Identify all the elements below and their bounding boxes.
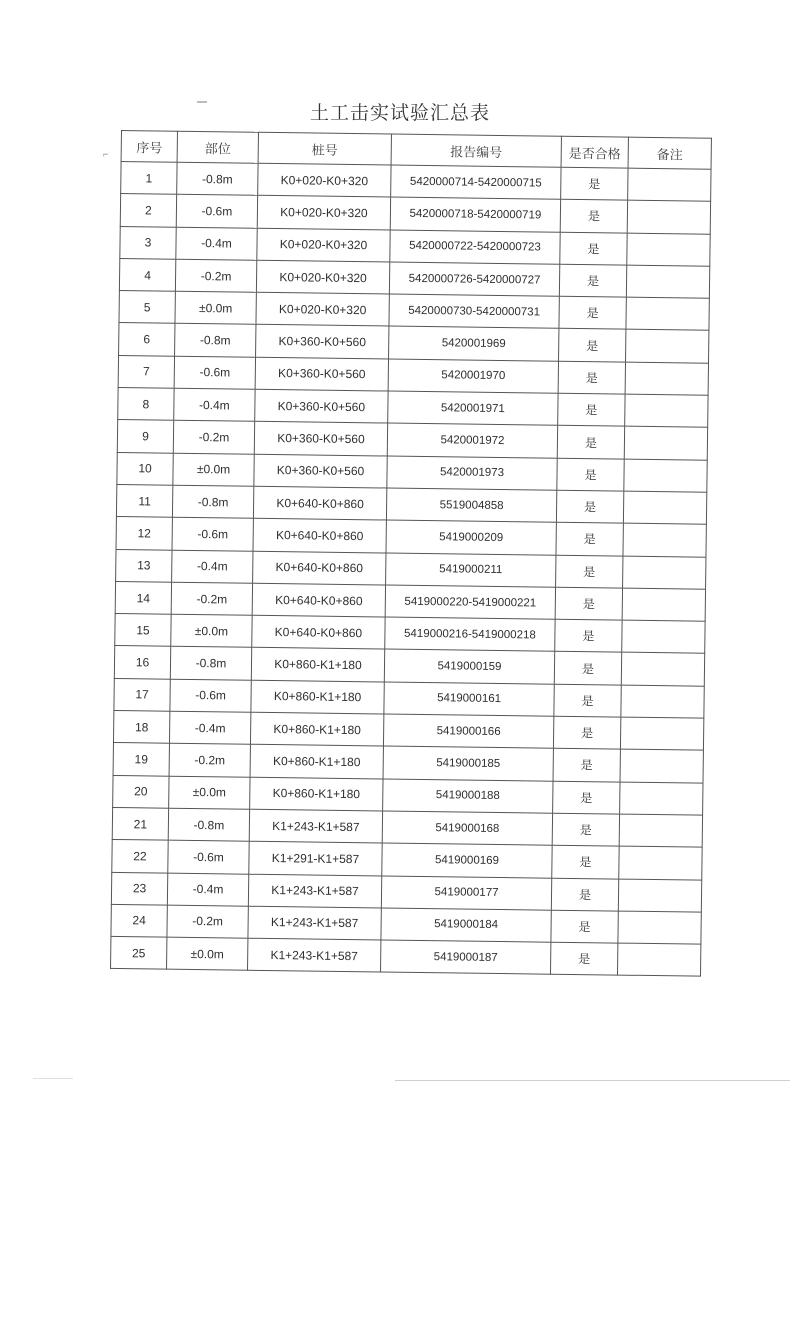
cell-index: 2 [120,194,176,227]
cell-qualified: 是 [552,845,619,878]
cell-qualified: 是 [551,878,618,911]
cell-pile-number: K0+640-K0+860 [253,519,386,553]
scan-edge-line [395,1080,790,1081]
cell-position: ±0.0m [167,937,248,970]
cell-position: -0.4m [172,550,253,583]
cell-report-number: 5419000220-5419000221 [385,585,555,620]
summary-table-wrapper [110,130,721,977]
cell-index: 13 [116,549,172,582]
cell-remarks [625,362,708,395]
cell-qualified: 是 [561,167,628,200]
header-pile-number: 桩号 [258,132,391,165]
header-remarks: 备注 [628,137,711,169]
cell-report-number: 5420000714-5420000715 [391,165,561,200]
margin-mark: ⌐ [103,149,109,159]
cell-pile-number: K0+360-K0+560 [254,422,387,456]
cell-remarks [625,394,708,427]
cell-qualified: 是 [558,393,625,426]
cell-position: -0.6m [176,195,257,228]
cell-position: -0.8m [177,162,258,195]
cell-index: 5 [119,291,175,324]
cell-index: 14 [115,581,171,614]
header-qualified: 是否合格 [561,136,628,168]
cell-index: 9 [117,420,173,453]
header-report-number: 报告编号 [391,134,561,167]
cell-qualified: 是 [551,910,618,943]
cell-pile-number: K0+020-K0+320 [257,228,390,262]
cell-pile-number: K0+020-K0+320 [257,196,390,230]
cell-report-number: 5420001973 [387,456,557,491]
header-position: 部位 [177,131,258,163]
cell-remarks [628,168,711,201]
cell-pile-number: K0+860-K1+180 [251,648,384,682]
cell-index: 4 [119,258,175,291]
cell-remarks [620,717,703,750]
cell-position: ±0.0m [173,453,254,486]
cell-qualified: 是 [555,619,622,652]
cell-position: -0.8m [168,808,249,841]
cell-position: -0.6m [174,356,255,389]
cell-qualified: 是 [560,200,627,233]
cell-pile-number: K0+020-K0+320 [256,292,389,326]
cell-position: -0.6m [172,517,253,550]
cell-position: -0.2m [167,905,248,938]
cell-pile-number: K0+020-K0+320 [256,260,389,294]
cell-remarks [622,620,705,653]
cell-index: 21 [112,807,168,840]
cell-pile-number: K0+860-K1+180 [250,777,383,811]
cell-qualified: 是 [552,813,619,846]
cell-remarks [623,491,706,524]
cell-report-number: 5419000209 [386,520,556,555]
cell-index: 10 [117,452,173,485]
cell-report-number: 5419000168 [382,811,552,846]
cell-remarks [617,943,700,976]
cell-pile-number: K0+640-K0+860 [253,551,386,585]
cell-report-number: 5519004858 [386,488,556,523]
cell-position: ±0.0m [175,291,256,324]
cell-position: -0.8m [170,647,251,680]
cell-qualified: 是 [556,522,623,555]
cell-index: 8 [118,388,174,421]
cell-position: -0.4m [169,711,250,744]
cell-report-number: 5419000166 [383,714,553,749]
cell-remarks [619,846,702,879]
cell-remarks [620,782,703,815]
cell-report-number: 5419000216-5419000218 [385,617,555,652]
cell-remarks [623,523,706,556]
cell-qualified: 是 [559,264,626,297]
cell-pile-number: K0+360-K0+560 [255,389,388,423]
cell-remarks [626,265,709,298]
cell-index: 25 [111,937,167,970]
cell-pile-number: K1+243-K1+587 [248,938,381,972]
cell-qualified: 是 [559,296,626,329]
cell-report-number: 5419000185 [383,746,553,781]
cell-index: 3 [120,226,176,259]
cell-remarks [627,233,710,266]
cell-remarks [627,200,710,233]
cell-pile-number: K1+291-K1+587 [249,841,382,875]
cell-index: 16 [114,646,170,679]
cell-index: 12 [116,517,172,550]
cell-index: 1 [121,162,177,195]
cell-qualified: 是 [555,587,622,620]
cell-qualified: 是 [556,490,623,523]
cell-pile-number: K0+360-K0+560 [255,357,388,391]
cell-report-number: 5420001969 [389,327,559,362]
cell-position: -0.6m [168,840,249,873]
cell-qualified: 是 [557,426,624,459]
cell-pile-number: K1+243-K1+587 [248,874,381,908]
cell-report-number: 5419000159 [384,649,554,684]
cell-pile-number: K0+360-K0+560 [254,454,387,488]
compaction-test-summary-table [110,130,712,977]
cell-remarks [620,749,703,782]
cell-position: -0.4m [174,388,255,421]
cell-remarks [621,685,704,718]
cell-qualified: 是 [553,781,620,814]
cell-report-number: 5420000726-5420000727 [389,262,559,297]
cell-qualified: 是 [553,749,620,782]
cell-report-number: 5419000184 [381,908,551,943]
cell-index: 24 [111,904,167,937]
cell-position: -0.4m [167,873,248,906]
cell-pile-number: K0+640-K0+860 [252,615,385,649]
cell-index: 20 [113,775,169,808]
cell-pile-number: K0+360-K0+560 [256,325,389,359]
cell-index: 23 [111,872,167,905]
cell-index: 6 [119,323,175,356]
cell-remarks [622,588,705,621]
cell-report-number: 5420000730-5420000731 [389,294,559,329]
cell-report-number: 5420001972 [387,423,557,458]
cell-report-number: 5419000169 [382,843,552,878]
cell-position: -0.2m [171,582,252,615]
cell-index: 22 [112,840,168,873]
cell-qualified: 是 [553,716,620,749]
cell-qualified: 是 [559,329,626,362]
cell-report-number: 5419000161 [384,682,554,717]
cell-pile-number: K0+020-K0+320 [258,163,391,197]
cell-report-number: 5420000722-5420000723 [390,230,560,265]
document-title: 土工击实试验汇总表 [309,102,490,124]
cell-remarks [626,297,709,330]
cell-position: -0.6m [170,679,251,712]
cell-report-number: 5419000211 [386,553,556,588]
cell-pile-number: K0+640-K0+860 [253,486,386,520]
cell-remarks [618,879,701,912]
cell-index: 15 [115,614,171,647]
cell-position: -0.2m [173,421,254,454]
cell-pile-number: K1+243-K1+587 [248,906,381,940]
cell-position: ±0.0m [171,614,252,647]
scan-edge-line [33,1078,73,1079]
cell-position: -0.2m [169,744,250,777]
cell-position: -0.4m [176,227,257,260]
cell-position: -0.8m [175,324,256,357]
cell-qualified: 是 [558,361,625,394]
cell-remarks [621,653,704,686]
cell-report-number: 5419000177 [381,876,551,911]
cell-report-number: 5420001971 [388,391,558,426]
cell-qualified: 是 [554,652,621,685]
cell-remarks [623,556,706,589]
cell-pile-number: K1+243-K1+587 [249,809,382,843]
cell-position: -0.8m [172,485,253,518]
cell-index: 7 [118,355,174,388]
cell-pile-number: K0+860-K1+180 [251,680,384,714]
cell-qualified: 是 [560,232,627,265]
cell-pile-number: K0+640-K0+860 [252,583,385,617]
cell-position: ±0.0m [169,776,250,809]
cell-remarks [624,426,707,459]
cell-qualified: 是 [557,458,624,491]
cell-pile-number: K0+860-K1+180 [250,745,383,779]
cell-index: 18 [113,711,169,744]
cell-qualified: 是 [556,555,623,588]
table-row [111,937,701,977]
cell-qualified: 是 [550,942,617,975]
cell-remarks [619,814,702,847]
cell-report-number: 5419000187 [380,940,550,975]
cell-remarks [618,911,701,944]
cell-position: -0.2m [175,259,256,292]
cell-index: 17 [114,678,170,711]
cell-report-number: 5420000718-5420000719 [390,197,560,232]
cell-index: 19 [113,743,169,776]
cell-index: 11 [116,484,172,517]
header-index: 序号 [121,131,177,163]
cell-qualified: 是 [554,684,621,717]
cell-report-number: 5419000188 [383,779,553,814]
cell-report-number: 5420001970 [388,359,558,394]
cell-pile-number: K0+860-K1+180 [250,712,383,746]
cell-remarks [624,459,707,492]
cell-remarks [626,330,709,363]
